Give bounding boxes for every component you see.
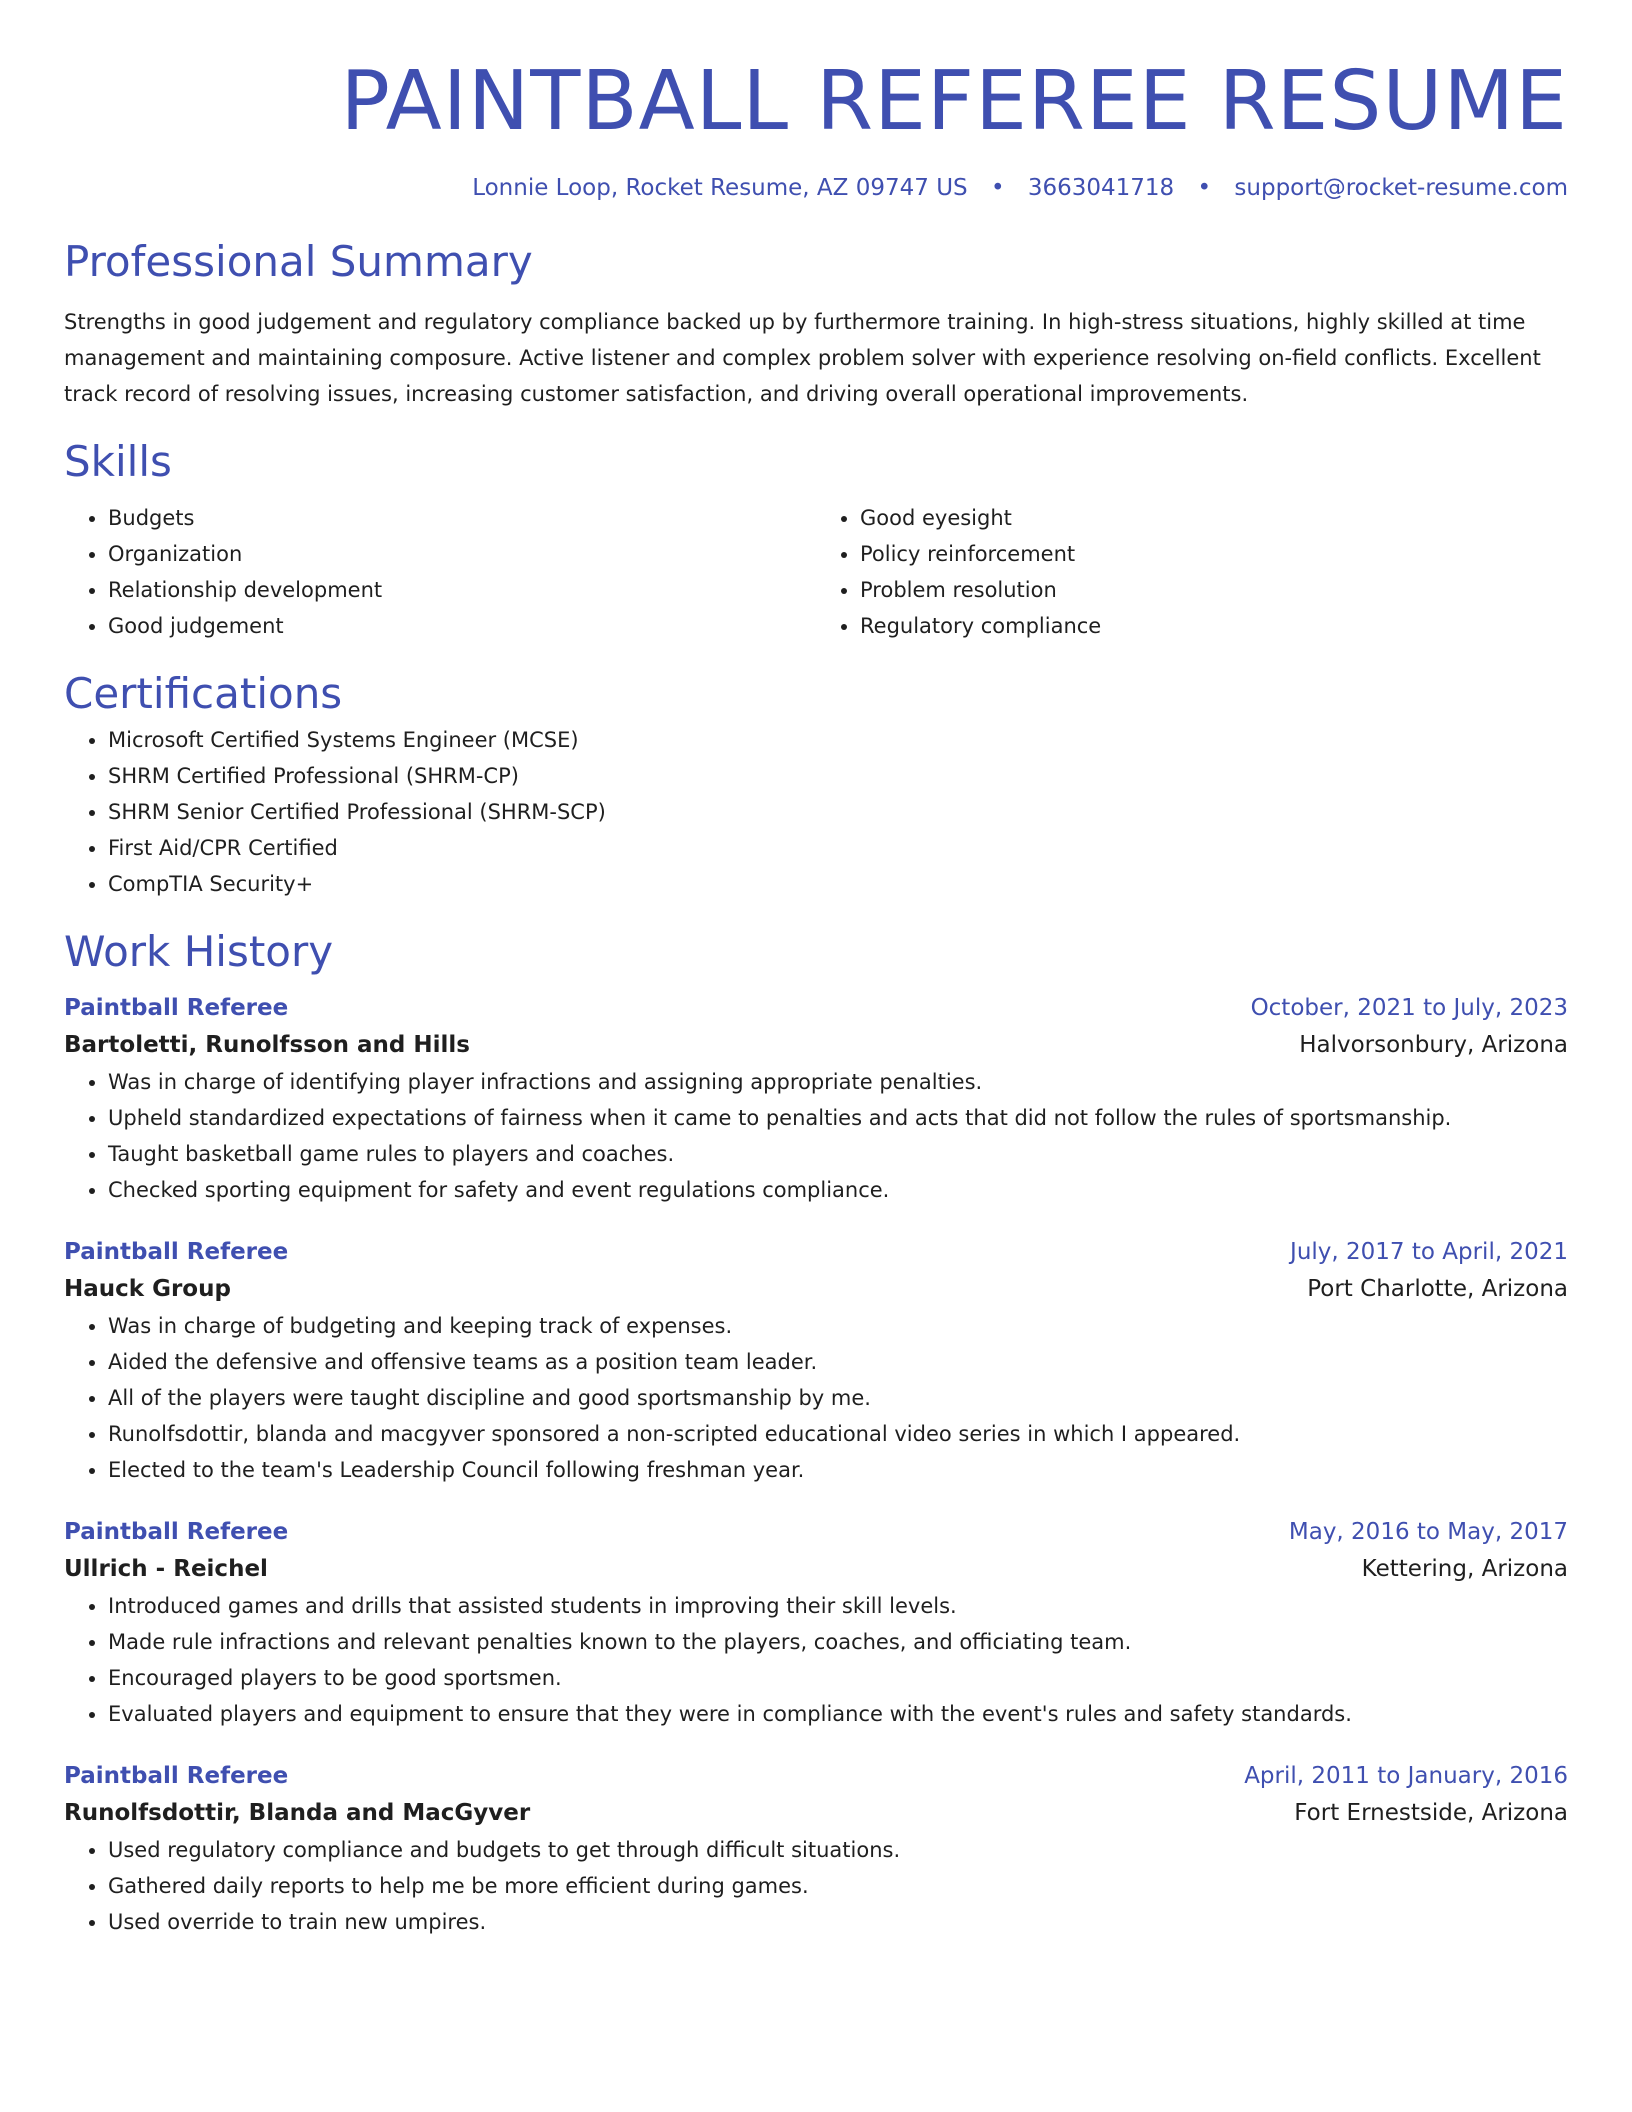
job-duties-list — [64, 1832, 1568, 1940]
job-title: Paintball Referee — [64, 995, 289, 1021]
job-duty-item: • Used regulatory compliance and budgets to get through difficult situations. — [108, 1832, 1568, 1868]
certification-item: • SHRM Certified Professional (SHRM-CP) — [108, 758, 1568, 794]
job-company: Bartoletti, Runolfsson and Hills — [64, 1032, 470, 1058]
job-company: Ullrich - Reichel — [64, 1556, 268, 1582]
job-location: Halvorsonbury, Arizona — [1299, 1032, 1568, 1058]
certifications-list — [64, 722, 1568, 902]
certification-item: • Microsoft Certified Systems Engineer (MCSE) — [108, 722, 1568, 758]
skill-item: • Good eyesight — [860, 500, 1568, 536]
job-duty-item: • Evaluated players and equipment to ensure that they were in compliance with the event's rules and safety standards. — [108, 1696, 1568, 1732]
job-location: Fort Ernestside, Arizona — [1294, 1800, 1568, 1826]
job-duty-item: • Made rule infractions and relevant penalties known to the players, coaches, and officiating team. — [108, 1624, 1568, 1660]
skills-list-left — [64, 500, 816, 644]
job-title: Paintball Referee — [64, 1239, 289, 1265]
job-duty-item: • Aided the defensive and offensive teams as a position team leader. — [108, 1344, 1568, 1380]
job-duty-item: • Gathered daily reports to help me be more efficient during games. — [108, 1868, 1568, 1904]
job-company-row — [64, 1270, 1568, 1308]
job-duty-item: • Elected to the team's Leadership Council following freshman year. — [108, 1452, 1568, 1488]
job-duty-item: • Encouraged players to be good sportsmen. — [108, 1660, 1568, 1696]
job-duties-list — [64, 1588, 1568, 1732]
summary-text: Strengths in good judgement and regulatory compliance backed up by furthermore training. In high-stress situations, highly skilled at time management and maintaining composure. Active listener and complex problem solver with experience resolving on-field conflicts. Excellent track record of resolving issues, increasing customer satisfaction, and driving overall operational improvements. — [64, 310, 1541, 406]
job-location: Port Charlotte, Arizona — [1307, 1276, 1568, 1302]
job-duty-item: • Checked sporting equipment for safety and event regulations compliance. — [108, 1172, 1568, 1208]
job-duty-item: • Taught basketball game rules to players and coaches. — [108, 1136, 1568, 1172]
skill-item: • Budgets — [108, 500, 816, 536]
skills-heading: Skills — [64, 437, 172, 486]
contact-email: support@rocket-resume.com — [1234, 175, 1568, 201]
job-duty-item: • Was in charge of budgeting and keeping track of expenses. — [108, 1308, 1568, 1344]
job-duties-list — [64, 1064, 1568, 1208]
job-company: Runolfsdottir, Blanda and MacGyver — [64, 1800, 531, 1826]
certification-item: • CompTIA Security+ — [108, 866, 1568, 902]
job-company-row — [64, 1026, 1568, 1064]
skill-item: • Problem resolution — [860, 572, 1568, 608]
job-duty-item: • Runolfsdottir, blanda and macgyver sponsored a non-scripted educational video series in which I appeared. — [108, 1416, 1568, 1452]
contact-separator: • — [990, 175, 1005, 201]
job-header-row — [64, 1234, 1568, 1270]
job-entry — [64, 1514, 1568, 1732]
job-location: Kettering, Arizona — [1361, 1556, 1568, 1582]
work-history-heading: Work History — [64, 927, 334, 976]
certification-item: • First Aid/CPR Certified — [108, 830, 1568, 866]
job-duty-item: • Was in charge of identifying player infractions and assigning appropriate penalties. — [108, 1064, 1568, 1100]
job-title: Paintball Referee — [64, 1519, 289, 1545]
job-dates: May, 2016 to May, 2017 — [1288, 1519, 1568, 1545]
contact-phone: 3663041718 — [1027, 175, 1175, 201]
skill-item: • Regulatory compliance — [860, 608, 1568, 644]
job-duty-item: • Upheld standardized expectations of fairness when it came to penalties and acts that did not follow the rules of sportsmanship. — [108, 1100, 1568, 1136]
skills-column-left — [64, 500, 816, 644]
job-entry — [64, 1234, 1568, 1488]
job-dates: October, 2021 to July, 2023 — [1250, 995, 1568, 1021]
contact-separator: • — [1197, 175, 1212, 201]
certification-item: • SHRM Senior Certified Professional (SHRM-SCP) — [108, 794, 1568, 830]
job-header-row — [64, 1514, 1568, 1550]
resume-title: PAINTBALL REFEREE RESUME — [340, 54, 1568, 149]
contact-address: Lonnie Loop, Rocket Resume, AZ 09747 US — [472, 175, 968, 201]
job-duty-item: • Used override to train new umpires. — [108, 1904, 1568, 1940]
skills-list-right — [816, 500, 1568, 644]
job-company-row — [64, 1550, 1568, 1588]
job-dates: July, 2017 to April, 2021 — [1290, 1239, 1568, 1265]
job-entry — [64, 990, 1568, 1208]
job-title: Paintball Referee — [64, 1763, 289, 1789]
summary-heading: Professional Summary — [64, 237, 533, 286]
job-header-row — [64, 1758, 1568, 1794]
job-duties-list — [64, 1308, 1568, 1488]
job-duty-item: • Introduced games and drills that assisted students in improving their skill levels. — [108, 1588, 1568, 1624]
contact-info — [64, 172, 1568, 204]
job-company-row — [64, 1794, 1568, 1832]
certifications-heading: Certifications — [64, 669, 343, 718]
skill-item: • Good judgement — [108, 608, 816, 644]
skill-item: • Organization — [108, 536, 816, 572]
job-header-row — [64, 990, 1568, 1026]
skills-grid — [64, 500, 1568, 644]
skill-item: • Policy reinforcement — [860, 536, 1568, 572]
skill-item: • Relationship development — [108, 572, 816, 608]
skills-column-right — [816, 500, 1568, 644]
job-duty-item: • All of the players were taught discipline and good sportsmanship by me. — [108, 1380, 1568, 1416]
job-entry — [64, 1758, 1568, 1940]
job-company: Hauck Group — [64, 1276, 231, 1302]
job-dates: April, 2011 to January, 2016 — [1244, 1763, 1568, 1789]
